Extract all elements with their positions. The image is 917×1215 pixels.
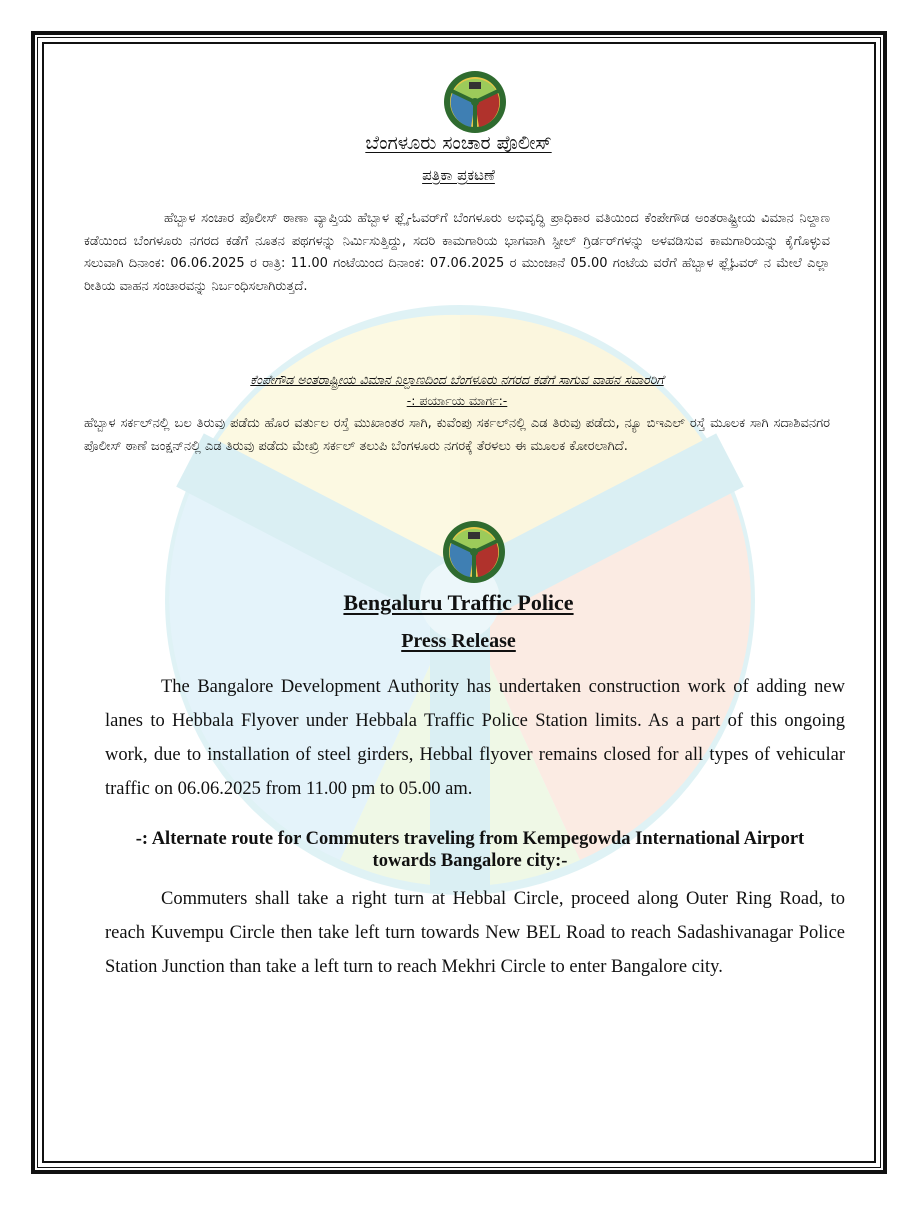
kannada-subtitle: ಪತ್ರಿಕಾ ಪ್ರಕಟಣೆ	[422, 166, 495, 184]
english-route-heading-line2: towards Bangalore city:-	[372, 851, 568, 871]
english-route-heading	[90, 828, 850, 872]
english-paragraph: The Bangalore Development Authority has undertaken construction work of adding new lanes to Hebbala Flyover under Hebbala Traffic Police Station limits. As a part of this ongoing work, due to installation of steel girders, Hebbal flyover remains closed for all types of vehicular traffic on 06.06.2025 from 11.00 pm to 05.00 am.	[105, 677, 845, 799]
english-route-heading-line1: -: Alternate route for Commuters traveling from Kempegowda International Airport	[135, 829, 805, 849]
english-route-paragraph: Commuters shall take a right turn at Hebbal Circle, proceed along Outer Ring Road, to reach Kuvempu Circle then take left turn towards New BEL Road to reach Sadashivanagar Police Station Junction than take a left turn to reach Mekhri Circle to enter Bangalore city.	[105, 889, 845, 977]
traffic-police-emblem-icon	[443, 70, 507, 134]
english-title: Bengaluru Traffic Police	[343, 590, 574, 615]
kannada-paragraph: ಹೆಬ್ಬಾಳ ಸಂಚಾರ ಪೊಲೀಸ್ ಠಾಣಾ ವ್ಯಾಪ್ತಿಯ ಹೆಬ್ಬಾಳ ಫ್ಲೈ-ಓವರ್‌ಗೆ ಬೆಂಗಳೂರು ಅಭಿವೃದ್ಧಿ ಪ್ರಾಧಿಕಾರ ವತಿಯಿಂದ ಕೆಂಪೇಗೌಡ ಅಂತರಾಷ್ಟ್ರೀಯ ವಿಮಾನ ನಿಲ್ದಾಣ ಕಡೆಯಿಂದ ಬೆಂಗಳೂರು ನಗರದ ಕಡೆಗೆ ನೂತನ ಪಥಗಳನ್ನು ನಿರ್ಮಿಸುತ್ತಿದ್ದು, ಸದರಿ ಕಾಮಗಾರಿಯ ಭಾಗವಾಗಿ ಸ್ಟೀಲ್ ಗ್ರಿರ್ಡರ್‌ಗಳನ್ನು ಅಳವಡಿಸುವ ಕಾಮಗಾರಿಯನ್ನು ಕೈಗೊಳ್ಳುವ ಸಲುವಾಗಿ ದಿನಾಂಕ: 06.06.2025 ರ ರಾತ್ರಿ: 11.00 ಗಂಟೆಯಿಂದ ದಿನಾಂಕ: 07.06.2025 ರ ಮುಂಜಾನೆ 05.00 ಗಂಟೆಯ ವರೆಗೆ ಹೆಬ್ಬಾಳ ಫ್ಲೈಓವರ್ ನ ಮೇಲೆ ಎಲ್ಲಾ ರೀತಿಯ ವಾಹನ ಸಂಚಾರವನ್ನು ನಿರ್ಬಂಧಿಸಲಾಗಿರುತ್ತದೆ.	[84, 211, 830, 294]
kannada-title: ಬೆಂಗಳೂರು ಸಂಚಾರ ಪೊಲೀಸ್	[365, 132, 552, 154]
english-subtitle: Press Release	[401, 630, 516, 652]
kannada-route-heading: ಕೆಂಪೇಗೌಡ ಅಂತರಾಷ್ಟ್ರೀಯ ವಿಮಾನ ನಿಲ್ದಾಣದಿಂದ ಬೆಂಗಳೂರು ನಗರದ ಕಡೆಗೆ ಸಾಗುವ ವಾಹನ ಸವಾರರಿಗೆ	[250, 372, 664, 387]
traffic-police-emblem-icon	[442, 520, 506, 584]
kannada-route-subheading: -: ಪರ್ಯಾಯ ಮಾರ್ಗ:-	[406, 393, 508, 408]
kannada-route-paragraph: ಹೆಬ್ಬಾಳ ಸರ್ಕಲ್‌ನಲ್ಲಿ ಬಲ ತಿರುವು ಪಡೆದು ಹೊರ ವರ್ತುಲ ರಸ್ತೆ ಮುಖಾಂತರ ಸಾಗಿ, ಕುವೆಂಪು ಸರ್ಕಲ್‌ನಲ್ಲಿ ಎಡ ತಿರುವು ಪಡೆದು, ನ್ಯೂ ಬಿಇಎಲ್ ರಸ್ತೆ ಮೂಲಕ ಸಾಗಿ ಸದಾಶಿವನಗರ ಪೊಲೀಸ್ ಠಾಣೆ ಜಂಕ್ಷನ್‌ನಲ್ಲಿ ಎಡ ತಿರುವು ಪಡೆದು ಮೇಖ್ರಿ ಸರ್ಕಲ್ ತಲುಪಿ ಬೆಂಗಳೂರು ನಗರಕ್ಕೆ ತೆರಳಲು ಈ ಮೂಲಕ ಕೋರಲಾಗಿದೆ.	[84, 416, 830, 454]
